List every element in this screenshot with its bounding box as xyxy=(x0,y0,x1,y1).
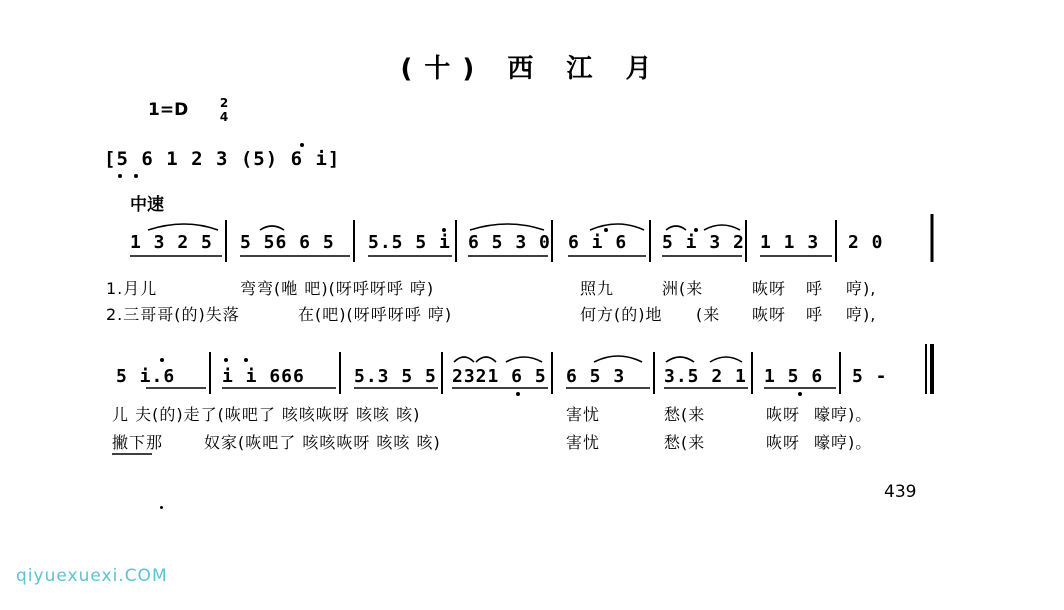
song-title: (十) 西 江 月 xyxy=(400,54,664,84)
lyric-1-1-f: 呼 xyxy=(806,279,824,298)
lyric-1-1-c: 照九 xyxy=(580,279,615,298)
measure-1-5: 6 i 6 xyxy=(568,232,628,253)
measure-2-2: i i 666 xyxy=(222,366,305,387)
lyric-1-2-g: 哼), xyxy=(846,305,877,324)
lyric-1-1-b: 弯弯(咃 吧)(呀呼呀呼 哼) xyxy=(240,279,435,298)
intro-phrase: [5 6 1 2 3 (5) 6 i] xyxy=(104,148,341,170)
lyric-1-2-c: 何方(的)地 xyxy=(580,305,663,324)
page-number: 439 xyxy=(884,482,917,502)
lyric-1-1-g: 哼), xyxy=(846,279,877,298)
lyric-1-2-f: 呼 xyxy=(806,305,824,324)
barlines-line-2 xyxy=(210,344,932,394)
measure-1-7: 1 1 3 xyxy=(760,232,820,253)
time-signature-top: 2 xyxy=(219,96,229,110)
lyric-1-2-a: 2.三哥哥(的)失落 xyxy=(106,305,240,324)
lyric-1-2-e: 咴呀 xyxy=(752,305,787,324)
lyric-1-1-e: 咴呀 xyxy=(752,279,787,298)
lyric-2-1-c: 愁(来 xyxy=(664,405,706,424)
lyric-2-1-d: 咴呀 xyxy=(766,405,801,424)
measure-2-3: 5.3 5 5 xyxy=(354,366,437,387)
measure-2-5: 6 5 3 xyxy=(566,366,626,387)
lyric-1-1-d: 洲(来 xyxy=(662,279,704,298)
measure-2-4: 2321 6 5 xyxy=(452,366,547,387)
measure-1-3: 5.5 5 i xyxy=(368,232,451,253)
measure-1-2: 5 56 6 5 xyxy=(240,232,335,253)
slurs xyxy=(148,224,742,362)
measure-1-8: 2 0 xyxy=(848,232,884,253)
measure-2-8: 5 - xyxy=(852,366,888,387)
lyric-2-2-a: 撇下那 xyxy=(112,433,164,452)
lyric-1-2-d: (来 xyxy=(696,305,721,324)
lyric-2-1-b: 害忧 xyxy=(566,405,601,424)
measure-2-1: 5 i.6 xyxy=(116,366,176,387)
lyric-2-2-d: 愁(来 xyxy=(664,433,706,452)
tempo-marking: 中速 xyxy=(130,195,164,215)
barlines-line-1 xyxy=(226,214,932,262)
measure-2-7: 1 5 6 xyxy=(764,366,824,387)
lyric-2-2-c: 害忧 xyxy=(566,433,601,452)
underlines xyxy=(112,256,836,454)
stray-mark xyxy=(160,506,163,509)
lyric-2-1-e: 嚎哼)。 xyxy=(814,405,873,424)
lyric-2-2-e: 咴呀 xyxy=(766,433,801,452)
lyric-1-2-b: 在(吧)(呀呼呀呼 哼) xyxy=(298,305,453,324)
key-signature: 1=D xyxy=(148,100,189,120)
lyric-2-2-f: 嚎哼)。 xyxy=(814,433,873,452)
measure-2-6: 3.5 2 1 xyxy=(664,366,747,387)
measure-1-4: 6 5 3 0 xyxy=(468,232,551,253)
time-signature-bottom: 4 xyxy=(219,110,229,124)
lyric-2-2-b: 奴家(咴吧了 咳咳咴呀 咳咳 咳) xyxy=(204,433,441,452)
lyric-1-1-a: 1.月儿 xyxy=(106,279,158,298)
measure-1-6: 5 i 3 2 xyxy=(662,232,745,253)
watermark: qiyuexuexi.COM xyxy=(16,566,168,586)
measure-1-1: 1 3 2 5 xyxy=(130,232,213,253)
lyric-2-1-a: 儿 夫(的)走了(咴吧了 咳咳咴呀 咳咳 咳) xyxy=(112,405,421,424)
